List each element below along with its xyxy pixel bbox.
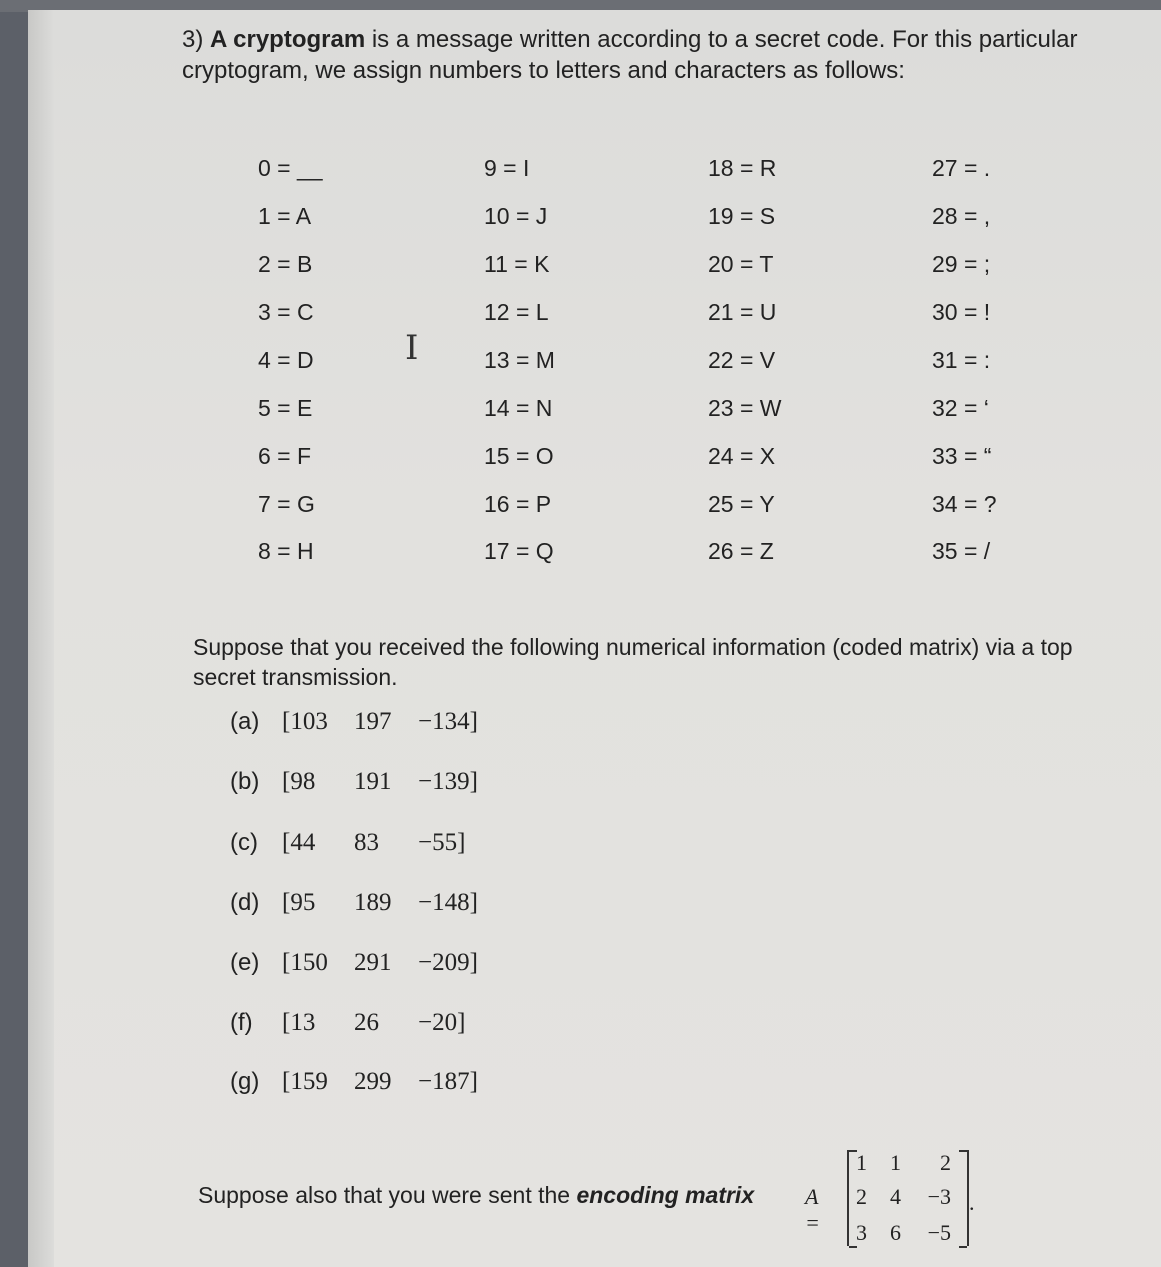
item-label: (f)	[230, 1009, 253, 1036]
code-entry: 22 = V	[708, 347, 776, 373]
code-entry: 21 = U	[708, 299, 777, 325]
matrix-cell: 3	[856, 1220, 867, 1245]
vector-entry: −209]	[418, 949, 478, 976]
code-entry: 3 = C	[258, 299, 314, 325]
matrix-cell: −5	[927, 1220, 951, 1245]
matrix-cell: 2	[856, 1184, 867, 1209]
matrix-cell: −3	[927, 1184, 951, 1209]
vector-entry: 197	[354, 708, 392, 735]
row-vector	[282, 889, 478, 916]
code-entry: 9 = I	[484, 155, 530, 181]
problem-intro	[182, 24, 1152, 86]
vector-entry: −187]	[418, 1068, 478, 1095]
row-vector	[282, 768, 478, 795]
vector-entry: 191	[354, 768, 392, 795]
code-entry: 8 = H	[258, 538, 314, 564]
code-entry: 32 = ‘	[932, 395, 989, 421]
term-cryptogram: A cryptogram	[210, 26, 366, 53]
row-vector	[282, 1009, 465, 1036]
vector-entry: [103	[282, 708, 328, 735]
item-label: (c)	[230, 829, 258, 856]
vector-entry: [98	[282, 768, 316, 795]
code-entry: 13 = M	[484, 347, 555, 373]
matrix-brackets	[847, 1150, 969, 1246]
code-entry: 15 = O	[484, 443, 554, 469]
code-entry: 4 = D	[258, 347, 314, 373]
code-entry: 23 = W	[708, 395, 782, 421]
code-entry: 24 = X	[708, 443, 776, 469]
matrix-name: A =	[805, 1184, 820, 1235]
matrix-cell: 2	[940, 1150, 951, 1175]
code-entry: 34 = ?	[932, 491, 997, 517]
code-entry: 17 = Q	[484, 538, 554, 564]
code-entry: 19 = S	[708, 203, 776, 229]
vector-entry: [44	[282, 829, 316, 856]
code-entry: 33 = “	[932, 443, 992, 469]
vector-entry: −134]	[418, 708, 478, 735]
page-shadow	[28, 10, 54, 1267]
code-entry: 14 = N	[484, 395, 553, 421]
vector-entry: 83	[354, 829, 379, 856]
problem-number: 3)	[182, 26, 204, 53]
vector-entry: [159	[282, 1068, 328, 1095]
matrix-cell: 6	[890, 1220, 901, 1245]
transmission-line-2: secret transmission.	[193, 664, 398, 690]
item-label: (d)	[230, 889, 260, 916]
item-label: (g)	[230, 1068, 260, 1095]
code-entry: 27 = .	[932, 155, 991, 181]
vector-entry: 299	[354, 1068, 392, 1095]
intro-line-1: is a message written according to a secret code. For this particular	[365, 26, 1078, 53]
intro-line-2: cryptogram, we assign numbers to letters and characters as follows:	[182, 57, 905, 84]
vector-entry: 291	[354, 949, 392, 976]
item-label: (a)	[230, 708, 260, 735]
item-label: (b)	[230, 768, 260, 795]
code-entry: 35 = /	[932, 538, 991, 564]
code-entry: 30 = !	[932, 299, 991, 325]
coded-matrix-item	[230, 1068, 478, 1096]
transmission-paragraph	[193, 632, 1143, 692]
code-entry: 26 = Z	[708, 538, 774, 564]
code-entry: 20 = T	[708, 251, 774, 277]
code-entry: 10 = J	[484, 203, 548, 229]
vector-entry: 26	[354, 1009, 379, 1036]
transmission-line-1: Suppose that you received the following numerical information (coded matrix) via a top	[193, 634, 1073, 660]
code-entry: 0 = __	[258, 155, 323, 181]
matrix-cell: 1	[890, 1150, 901, 1175]
row-vector	[282, 1068, 478, 1095]
row-vector	[282, 829, 465, 856]
vector-entry: 189	[354, 889, 392, 916]
vector-entry: −139]	[418, 768, 478, 795]
code-entry: 12 = L	[484, 299, 549, 325]
vector-entry: −20]	[418, 1009, 466, 1036]
code-entry: 29 = ;	[932, 251, 991, 277]
encoding-text: Suppose also that you were sent the	[198, 1182, 577, 1208]
vector-entry: [95	[282, 889, 316, 916]
code-entry: 28 = ,	[932, 203, 991, 229]
code-entry: 31 = :	[932, 347, 991, 373]
code-entry: 11 = K	[484, 251, 550, 277]
vector-entry: [13	[282, 1009, 316, 1036]
code-entry: 6 = F	[258, 443, 312, 469]
coded-matrix-item	[230, 829, 465, 857]
coded-matrix-item	[230, 708, 478, 736]
code-entry: 18 = R	[708, 155, 777, 181]
code-entry: 16 = P	[484, 491, 552, 517]
vector-entry: −148]	[418, 889, 478, 916]
code-entry: 1 = A	[258, 203, 312, 229]
coded-matrix-item	[230, 1009, 465, 1037]
coded-matrix-item	[230, 949, 478, 977]
code-entry: 25 = Y	[708, 491, 775, 517]
matrix-cell: 1	[856, 1150, 867, 1175]
text-cursor-icon: I	[405, 328, 419, 368]
code-entry: 2 = B	[258, 251, 313, 277]
row-vector	[282, 708, 478, 735]
item-label: (e)	[230, 949, 260, 976]
code-entry: 5 = E	[258, 395, 313, 421]
code-entry: 7 = G	[258, 491, 315, 517]
vector-entry: [150	[282, 949, 328, 976]
row-vector	[282, 949, 478, 976]
encoding-sentence	[198, 1182, 754, 1209]
encoding-matrix-term: encoding matrix	[576, 1182, 755, 1208]
coded-matrix-item	[230, 768, 478, 796]
matrix-cell: 4	[890, 1184, 901, 1209]
matrix-period: .	[969, 1190, 975, 1215]
coded-matrix-item	[230, 889, 478, 917]
vector-entry: −55]	[418, 829, 466, 856]
